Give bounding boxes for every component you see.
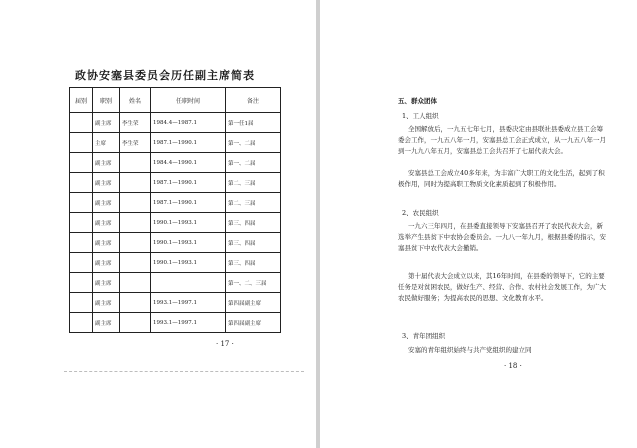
cell-name: 李生荣 (120, 133, 151, 153)
table-row (70, 133, 281, 153)
cell-remarks: 第三、四届 (226, 253, 281, 273)
cell-name (120, 233, 151, 253)
cell-term: 1984.4—1987.1 (151, 113, 226, 133)
left-page-number: · 17 · (216, 340, 234, 348)
paragraph-youth-1: 安塞的青年组织始终与共产党组织的建立同 (408, 346, 532, 354)
cell-name (120, 253, 151, 273)
right-page-number: · 18 · (504, 362, 522, 370)
cell-remarks: 第一、二届 (226, 133, 281, 153)
cell-remarks: 第四届副主席 (226, 293, 281, 313)
table-row (70, 273, 281, 293)
cell-session (70, 273, 93, 293)
cell-term: 1990.1—1993.1 (151, 233, 226, 253)
paragraph-farmers-1: 一九六三年四月，在县委直接领导下安塞县召开了农民代表大会，新选举产生县贫下中农协会委员会。一九八一年九月，根据县委的指示，安塞县贫下中农代表大会撤销。 (398, 222, 606, 252)
page-title: 政协安塞县委员会历任副主席简表 (75, 69, 255, 82)
table-row (70, 173, 281, 193)
cell-term: 1993.1—1997.1 (151, 293, 226, 313)
cell-position: 副主席 (93, 293, 120, 313)
paragraph-workers-1: 全国解放后，一九五七年七月，县委决定由县联社县委成立县工会筹委会工作，一九五八年一月，安塞县总工会正式成立，从一九五八年一月到一九九八年五月，安塞县总工会共召开了七届代表大会。 (398, 125, 606, 155)
cell-name (120, 153, 151, 173)
cell-remarks: 第二、三届 (226, 173, 281, 193)
cell-remarks: 第三、四届 (226, 213, 281, 233)
cell-position: 副主席 (93, 313, 120, 333)
cell-term: 1993.1—1997.1 (151, 313, 226, 333)
table-row (70, 153, 281, 173)
col-session: 届别 (70, 88, 93, 113)
table-row (70, 253, 281, 273)
cell-position: 副主席 (93, 193, 120, 213)
table-row (70, 193, 281, 213)
cell-session (70, 253, 93, 273)
cell-remarks: 第一、二、三届 (226, 273, 281, 293)
cell-term: 1990.1—1993.1 (151, 213, 226, 233)
cell-position: 副主席 (93, 233, 120, 253)
table-row (70, 313, 281, 333)
table-body (70, 113, 281, 333)
cell-position: 副主席 (93, 153, 120, 173)
col-term: 任职时间 (151, 88, 226, 113)
cell-session (70, 193, 93, 213)
subheading-workers: 1、工人组织 (402, 112, 439, 120)
paragraph-workers-2: 安塞县总工会成立40多年来，为丰富广大职工的文化生活，起到了积极作用，同时为提高职工物质文化素质起到了积极作用。 (398, 169, 605, 188)
cell-position: 副主席 (93, 173, 120, 193)
cell-remarks: 第二、三届 (226, 193, 281, 213)
cell-name (120, 213, 151, 233)
cell-name (120, 193, 151, 213)
cell-position: 副主席 (93, 213, 120, 233)
subheading-youth: 3、青年团组织 (402, 332, 446, 340)
cell-term: 1987.1—1990.1 (151, 173, 226, 193)
cell-remarks: 第一、二届 (226, 153, 281, 173)
cell-position: 副主席 (93, 253, 120, 273)
cell-remarks: 第三、四届 (226, 233, 281, 253)
cell-position: 副主席 (93, 113, 120, 133)
table-row (70, 233, 281, 253)
cell-term: 1990.1—1993.1 (151, 253, 226, 273)
table-row (70, 213, 281, 233)
cell-term (151, 273, 226, 293)
cell-term: 1984.4—1990.1 (151, 153, 226, 173)
cell-session (70, 153, 93, 173)
cell-session (70, 173, 93, 193)
cell-session (70, 313, 93, 333)
table-row (70, 113, 281, 133)
cell-name: 李生荣 (120, 113, 151, 133)
cell-name (120, 313, 151, 333)
cell-name (120, 273, 151, 293)
cell-name (120, 173, 151, 193)
cell-session (70, 133, 93, 153)
table-header-row (70, 88, 281, 113)
col-name: 姓名 (120, 88, 151, 113)
subheading-farmers: 2、农民组织 (402, 209, 439, 217)
scan-artifact-line (64, 371, 304, 372)
cell-term: 1987.1—1990.1 (151, 193, 226, 213)
vice-chairman-table (69, 87, 281, 333)
cell-remarks: 第四届副主席 (226, 313, 281, 333)
cell-name (120, 293, 151, 313)
left-page (0, 0, 316, 448)
table-row (70, 293, 281, 313)
cell-session (70, 213, 93, 233)
cell-position: 主席 (93, 133, 120, 153)
cell-position: 副主席 (93, 273, 120, 293)
paragraph-farmers-2: 第十届代表大会成立以来，其16年时间，在县委的领导下，它的主要任务是对贫困农民，做好生产、经营、合作、农村社会发展工作，为广大农民做好服务；为提高农民的思想、文化教育水平。 (398, 272, 606, 302)
cell-session (70, 233, 93, 253)
col-remarks: 备注 (226, 88, 281, 113)
cell-session (70, 113, 93, 133)
section-title: 五、群众团体 (398, 97, 437, 105)
col-position: 职别 (93, 88, 120, 113)
cell-session (70, 293, 93, 313)
cell-remarks: 第一任1届 (226, 113, 281, 133)
cell-term: 1987.1—1990.1 (151, 133, 226, 153)
